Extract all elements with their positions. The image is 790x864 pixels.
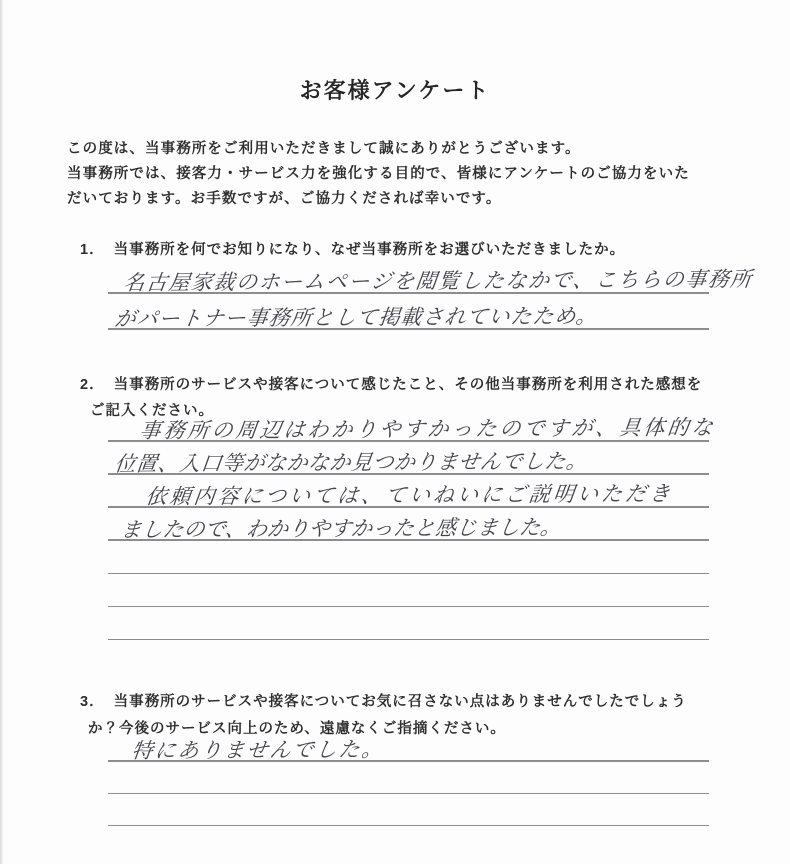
answer-line: [108, 442, 709, 475]
answer-line: [108, 508, 709, 541]
question-2-text: 当事務所のサービスや接客について感じたこと、その他当事務所を利用された感想を: [113, 377, 703, 393]
handwritten-answer: 事務所の周辺はわかりやすかったのですが、具体的な: [138, 415, 718, 443]
answer-line: [108, 475, 709, 508]
handwritten-answer: ましたので、わかりやすかったと感じました。: [119, 515, 563, 542]
question-3-heading-continued: か？今後のサービス向上のため、遠慮なくご指摘ください。: [88, 721, 506, 737]
intro-line: この度は、当事務所をご利用いただきまして誠にありがとうございます。: [67, 141, 581, 157]
page-title: お客様アンケート: [299, 78, 491, 103]
intro-paragraph: [67, 137, 735, 212]
answer-line: [108, 794, 709, 826]
scan-edge-artifact: [0, 0, 3, 864]
intro-line: だいております。お手数ですが、ご協力くだされば幸いです。: [67, 191, 502, 207]
handwritten-answer: 依頼内容については、ていねいにご説明いただき: [144, 481, 675, 509]
question-3-number: 3．: [80, 694, 105, 710]
handwritten-answer: 名古屋家裁のホームページを閲覧したなかで、こちらの事務所: [122, 267, 755, 295]
question-1-number: 1．: [80, 242, 105, 258]
question-2-answer-area: [108, 409, 718, 640]
handwritten-answer: 特にありませんでした。: [130, 737, 387, 763]
question-3-text: 当事務所のサービスや接客についてお気に召さない点はありませんでしたでしょう: [113, 694, 687, 710]
intro-line: 当事務所では、接客力・サービス力を強化する目的で、皆様にアンケートのご協力をいた: [67, 166, 690, 182]
question-1-text: 当事務所を何でお知りになり、なぜ当事務所をお選びいただきましたか。: [113, 242, 626, 258]
question-1-heading: [80, 238, 625, 259]
answer-line: [108, 574, 709, 607]
answer-line: [108, 294, 709, 330]
handwritten-answer: がパートナー事務所として掲載されていたため。: [113, 303, 600, 331]
answer-line: [108, 607, 709, 640]
question-2-heading-continued: ご記入ください。: [90, 403, 214, 419]
question-3-heading: [80, 690, 687, 711]
question-2-heading: [80, 373, 702, 394]
answer-line: [108, 541, 709, 574]
answer-line: [108, 730, 709, 762]
handwritten-answer: 位置、入口等がなかなか見つかりませんでした。: [113, 449, 590, 476]
question-2-number: 2．: [80, 377, 105, 393]
answer-line: [108, 409, 718, 443]
question-3-answer-area: [108, 730, 709, 826]
answer-line: [108, 258, 755, 295]
question-1-answer-area: [108, 258, 755, 331]
answer-line: [108, 762, 709, 794]
